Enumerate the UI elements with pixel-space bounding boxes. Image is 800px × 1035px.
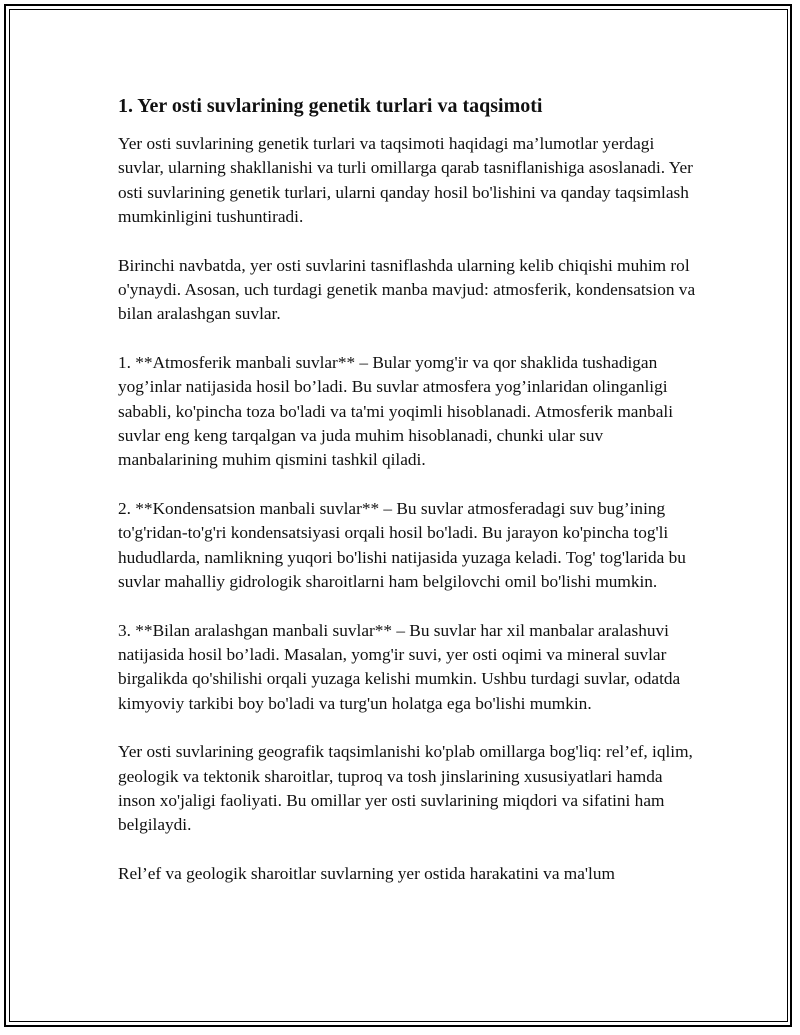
paragraph-relief: Rel’ef va geologik sharoitlar suvlarning yer ostida harakatini va ma'lum [118,864,615,884]
paragraph-geographic: Yer osti suvlarining geografik taqsimlanishi ko'plab omillarga bog'liq: rel’ef, iqlim, geologik va tektonik sharoitlar, tuproq va tosh jinslarining xususiyatlari hamda inson xo'jaligi faoliyati. Bu omillar yer osti suvlarining miqdori va sifatini ham belgilaydi. [118,742,693,835]
section-heading: 1. Yer osti suvlarining genetik turlari va taqsimoti [118,95,543,117]
paragraph-origin: Birinchi navbatda, yer osti suvlarini tasniflashda ularning kelib chiqishi muhim rol o'ynaydi. Asosan, uch turdagi genetik manba mavjud: atmosferik, kondensatsion va bilan aralashgan suvlar. [118,255,696,324]
paragraph-mixed: 3. **Bilan aralashgan manbali suvlar** – Bu suvlar har xil manbalar aralashuvi natijasida hosil bo’ladi. Masalan, yomg'ir suvi, yer osti oqimi va mineral suvlar birgalikda qo'shilishi orqali yuzaga kelishi mumkin. Ushbu turdagi suvlar, odatda kimyoviy tarkibi boy bo'ladi va turg'un holatga ega bo'lishi mumkin. [118,620,681,713]
document-body [118,93,698,911]
paragraph-intro: Yer osti suvlarining genetik turlari va taqsimoti haqidagi ma’lumotlar yerdagi suvlar, ularning shakllanishi va turli omillarga qarab tasniflanishiga asoslanadi. Yer osti suvlarining genetik turlari, ularni qanday hosil bo'lishini va qanday taqsimlash mumkinligini tushuntiradi. [118,134,693,226]
paragraph-atmospheric: 1. **Atmosferik manbali suvlar** – Bular yomg'ir va qor shaklida tushadigan yog’inlar natijasida hosil bo’ladi. Bu suvlar atmosfera yog’inlaridan olinganligi sababli, ko'pincha toza bo'ladi va ta'mi yoqimli hisoblanadi. Atmosferik manbali suvlar eng keng tarqalgan va juda muhim hisoblanadi, chunki ular suv manbalarining muhim qismini tashkil qiladi. [118,353,674,470]
paragraph-condensation: 2. **Kondensatsion manbali suvlar** – Bu suvlar atmosferadagi suv bug’ining to'g'ridan-to'g'ri kondensatsiyasi orqali hosil bo'ladi. Bu jarayon ko'pincha tog'li hududlarda, namlikning yuqori bo'lishi natijasida yuzaga keladi. Tog' tog'larida bu suvlar mahalliy gidrologik sharoitlarni ham belgilovchi omil bo'lishi mumkin. [118,499,686,591]
